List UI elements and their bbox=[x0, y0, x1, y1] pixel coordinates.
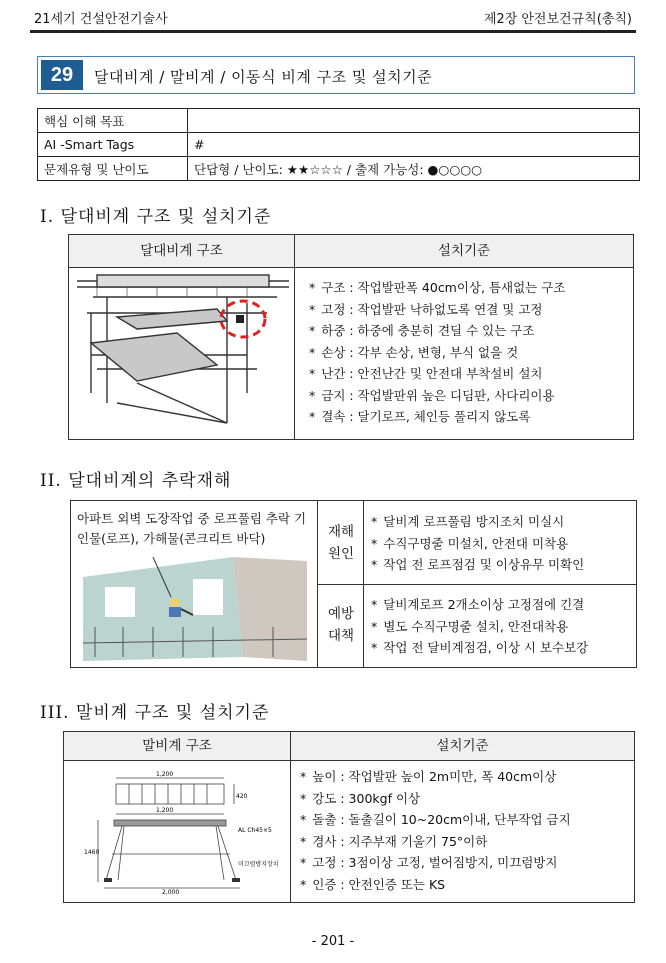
table-row bbox=[38, 133, 640, 157]
cause-label: 재해 원인 bbox=[327, 524, 355, 562]
list-item: * 난간 : 안전난간 및 안전대 부착설비 설치 bbox=[309, 363, 565, 385]
list-item: * 작업 전 로프점검 및 이상유무 미확인 bbox=[371, 554, 584, 576]
list-item: * 결속 : 달기로프, 체인등 풀리지 않도록 bbox=[309, 406, 565, 428]
section-3-criteria-list bbox=[300, 766, 571, 895]
section-2-table bbox=[70, 500, 637, 668]
meta-label: AI -Smart Tags bbox=[38, 133, 188, 157]
topic-number: 29 bbox=[41, 60, 83, 90]
list-item: * 손상 : 각부 손상, 변형, 부식 없을 것 bbox=[309, 342, 565, 364]
chapter-title: 제2장 안전보건규칙(총칙) bbox=[483, 12, 632, 27]
list-item: * 고정 : 작업발판 낙하없도록 연결 및 고정 bbox=[309, 299, 565, 321]
prevention-label: 예방 대책 bbox=[327, 606, 355, 644]
table-row bbox=[38, 109, 640, 133]
label-antislip: 미끄럼방지장치 bbox=[238, 861, 279, 868]
list-item: * 금지 : 작업발판위 높은 디딤판, 사다리이용 bbox=[309, 385, 565, 407]
meta-value: # bbox=[188, 133, 640, 157]
table-header: 달대비계 구조 bbox=[69, 235, 295, 268]
list-item: * 인증 : 안전인증 또는 KS bbox=[300, 874, 571, 896]
list-item: * 강도 : 300kgf 이상 bbox=[300, 788, 571, 810]
list-item: * 높이 : 작업발판 높이 2m미만, 폭 40cm이상 bbox=[300, 766, 571, 788]
meta-value bbox=[188, 109, 640, 133]
topic-title-box bbox=[37, 56, 635, 94]
section-1-heading: I. 달대비계 구조 및 설치기준 bbox=[40, 207, 272, 227]
accident-case-text: 아파트 외벽 도장작업 중 로프풀림 추락 기인물(로프), 가해물(콘크리트 바닥) bbox=[77, 511, 307, 546]
meta-label: 문제유형 및 난이도 bbox=[38, 157, 188, 181]
section-2-heading: II. 달대비계의 추락재해 bbox=[40, 471, 232, 491]
table-header: 말비계 구조 bbox=[64, 732, 291, 761]
topic-title: 달대비계 / 말비계 / 이동식 비계 구조 및 설치기준 bbox=[94, 68, 433, 86]
section-3-heading: III. 말비계 구조 및 설치기준 bbox=[40, 703, 270, 723]
horse-scaffold-figure bbox=[84, 770, 284, 896]
meta-label: 핵심 이해 목표 bbox=[38, 109, 188, 133]
list-item: * 달비계 로프풀림 방지조치 미실시 bbox=[371, 511, 584, 533]
list-item: * 별도 수직구명줄 설치, 안전대착용 bbox=[371, 616, 588, 638]
section-3-table bbox=[63, 731, 635, 903]
list-item: * 고정 : 3점이상 고정, 벌어짐방지, 미끄럼방지 bbox=[300, 852, 571, 874]
page-header bbox=[30, 0, 636, 33]
hanging-scaffold-figure bbox=[77, 273, 289, 433]
dim-side: 420 bbox=[236, 793, 248, 800]
section-1-criteria-list bbox=[309, 277, 565, 428]
book-title: 21세기 건설안전기술사 bbox=[34, 12, 168, 27]
list-item: * 하중 : 하중에 충분히 견딜 수 있는 구조 bbox=[309, 320, 565, 342]
meta-table bbox=[37, 108, 640, 181]
list-item: * 구조 : 작업발판폭 40cm이상, 틈새없는 구조 bbox=[309, 277, 565, 299]
cause-list bbox=[371, 511, 584, 576]
hanging-scaffold-drawing bbox=[77, 273, 289, 433]
page-number: - 201 - bbox=[311, 934, 355, 949]
meta-value: 단답형 / 난이도: ★★☆☆☆ / 출제 가능성: ●○○○○ bbox=[188, 157, 640, 181]
horse-scaffold-drawing bbox=[84, 770, 284, 896]
list-item: * 작업 전 달비계점검, 이상 시 보수보강 bbox=[371, 637, 588, 659]
list-item: * 경사 : 지주부재 기울기 75°이하 bbox=[300, 831, 571, 853]
label-material: AL Ch45×5 bbox=[238, 827, 272, 834]
prevention-list bbox=[371, 594, 588, 659]
dim-height: 1460 bbox=[84, 849, 100, 856]
section-1-table bbox=[68, 234, 634, 440]
accident-figure bbox=[83, 557, 307, 661]
dim-bottom: 2,000 bbox=[162, 889, 180, 896]
table-header: 설치기준 bbox=[291, 732, 634, 761]
table-row bbox=[38, 157, 640, 181]
list-item: * 돌출 : 돌출길이 10~20cm이내, 단부작업 금지 bbox=[300, 809, 571, 831]
building-facade-drawing bbox=[83, 557, 307, 661]
table-header: 설치기준 bbox=[295, 235, 633, 268]
dim-top: 1,200 bbox=[156, 771, 174, 778]
list-item: * 달비계로프 2개소이상 고정점에 긴결 bbox=[371, 594, 588, 616]
dim-mid: 1,200 bbox=[156, 807, 174, 814]
list-item: * 수직구명줄 미설치, 안전대 미착용 bbox=[371, 533, 584, 555]
